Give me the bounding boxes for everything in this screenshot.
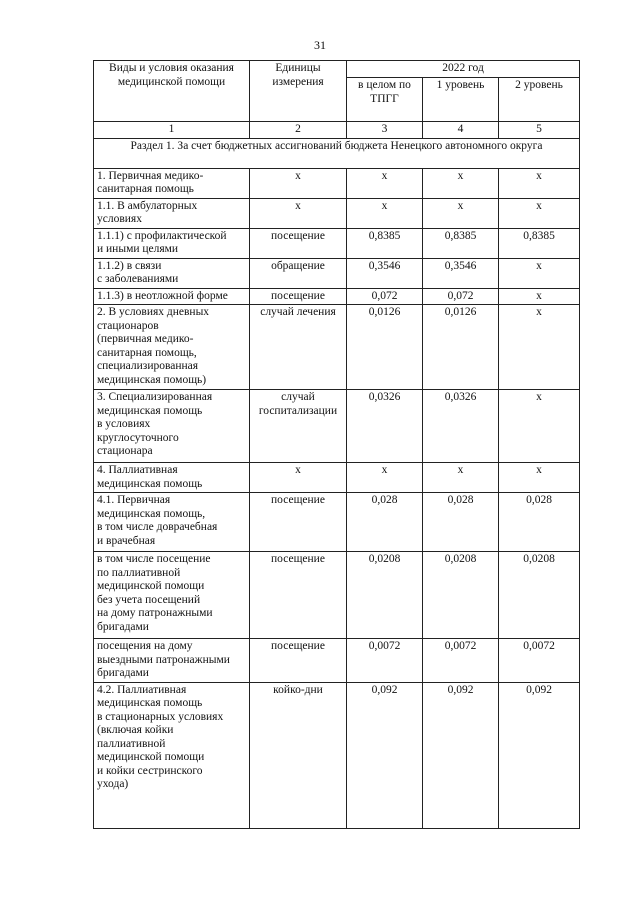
cell-level2: х	[499, 463, 580, 493]
cell-total: х	[347, 168, 423, 198]
cell-total: 0,0126	[347, 305, 423, 390]
cell-level2: 0,0072	[499, 639, 580, 683]
cell-total: х	[347, 463, 423, 493]
cell-level2: 0,028	[499, 493, 580, 552]
table-row	[94, 463, 580, 493]
cell-unit: посещение	[250, 552, 347, 639]
col-number: 1	[94, 122, 250, 139]
table-row	[94, 228, 580, 258]
header-level1: 1 уровень	[423, 78, 499, 122]
cell-unit: случай лечения	[250, 305, 347, 390]
cell-total: 0,028	[347, 493, 423, 552]
cell-level2: х	[499, 258, 580, 288]
cell-level1: 0,0126	[423, 305, 499, 390]
cell-level1: 0,0208	[423, 552, 499, 639]
cell-kind: 1.1.1) с профилактической и иными целями	[94, 228, 250, 258]
cell-level1: 0,092	[423, 682, 499, 828]
cell-level2: 0,8385	[499, 228, 580, 258]
page-number: 31	[314, 38, 326, 52]
column-numbers-row	[94, 122, 580, 139]
header-unit: Единицы измерения	[250, 61, 347, 122]
cell-unit: обращение	[250, 258, 347, 288]
header-year: 2022 год	[347, 61, 580, 78]
table-row	[94, 198, 580, 228]
cell-total: 0,072	[347, 288, 423, 305]
cell-kind: 4. Паллиативная медицинская помощь	[94, 463, 250, 493]
cell-kind: 2. В условиях дневных стационаров (первичная медико- санитарная помощь, специализированная медицинская помощь)	[94, 305, 250, 390]
cell-level2: х	[499, 305, 580, 390]
col-number: 5	[499, 122, 580, 139]
table-row	[94, 493, 580, 552]
cell-total: 0,0072	[347, 639, 423, 683]
cell-total: 0,0208	[347, 552, 423, 639]
header-total: в целом по ТПГГ	[347, 78, 423, 122]
cell-unit: х	[250, 168, 347, 198]
cell-level1: 0,0326	[423, 390, 499, 463]
col-number: 3	[347, 122, 423, 139]
cell-kind: 1. Первичная медико- санитарная помощь	[94, 168, 250, 198]
cell-level1: 0,8385	[423, 228, 499, 258]
table-row	[94, 552, 580, 639]
cell-level2: х	[499, 168, 580, 198]
cell-level2: х	[499, 198, 580, 228]
table-row	[94, 305, 580, 390]
col-number: 4	[423, 122, 499, 139]
table-row	[94, 390, 580, 463]
col-number: 2	[250, 122, 347, 139]
cell-kind: 1.1.2) в связи с заболеваниями	[94, 258, 250, 288]
cell-level1: х	[423, 463, 499, 493]
cell-unit: посещение	[250, 493, 347, 552]
cell-kind: 4.1. Первичная медицинская помощь, в том числе доврачебная и врачебная	[94, 493, 250, 552]
cell-total: 0,092	[347, 682, 423, 828]
cell-level2: 0,092	[499, 682, 580, 828]
cell-level1: 0,0072	[423, 639, 499, 683]
cell-level1: х	[423, 168, 499, 198]
cell-kind: посещения на дому выездными патронажными бригадами	[94, 639, 250, 683]
cell-unit: посещение	[250, 228, 347, 258]
cell-kind: в том числе посещение по паллиативной медицинской помощи без учета посещений на дому патронажными бригадами	[94, 552, 250, 639]
table-row	[94, 258, 580, 288]
cell-unit: х	[250, 463, 347, 493]
cell-kind: 4.2. Паллиативная медицинская помощь в стационарных условиях (включая койки паллиативной медицинской помощи и койки сестринского ухода)	[94, 682, 250, 828]
cell-total: х	[347, 198, 423, 228]
table-row	[94, 168, 580, 198]
cell-level2: 0,0208	[499, 552, 580, 639]
cell-unit: посещение	[250, 288, 347, 305]
header-level2: 2 уровень	[499, 78, 580, 122]
cell-level2: х	[499, 390, 580, 463]
section-title: Раздел 1. За счет бюджетных ассигнований бюджета Ненецкого автономного округа	[94, 138, 580, 168]
cell-kind: 1.1. В амбулаторных условиях	[94, 198, 250, 228]
cell-kind: 1.1.3) в неотложной форме	[94, 288, 250, 305]
cell-unit: х	[250, 198, 347, 228]
cell-level2: х	[499, 288, 580, 305]
cell-total: 0,0326	[347, 390, 423, 463]
table-row	[94, 639, 580, 683]
table-row	[94, 288, 580, 305]
cell-level1: 0,028	[423, 493, 499, 552]
cell-unit: посещение	[250, 639, 347, 683]
cell-unit: случай госпитализации	[250, 390, 347, 463]
cell-unit: койко-дни	[250, 682, 347, 828]
cell-total: 0,3546	[347, 258, 423, 288]
cell-level1: х	[423, 198, 499, 228]
table-row	[94, 682, 580, 828]
cell-level1: 0,072	[423, 288, 499, 305]
volume-table	[93, 60, 580, 829]
cell-total: 0,8385	[347, 228, 423, 258]
cell-kind: 3. Специализированная медицинская помощь в условиях круглосуточного стационара	[94, 390, 250, 463]
header-kind: Виды и условия оказания медицинской помощи	[94, 61, 250, 122]
cell-level1: 0,3546	[423, 258, 499, 288]
